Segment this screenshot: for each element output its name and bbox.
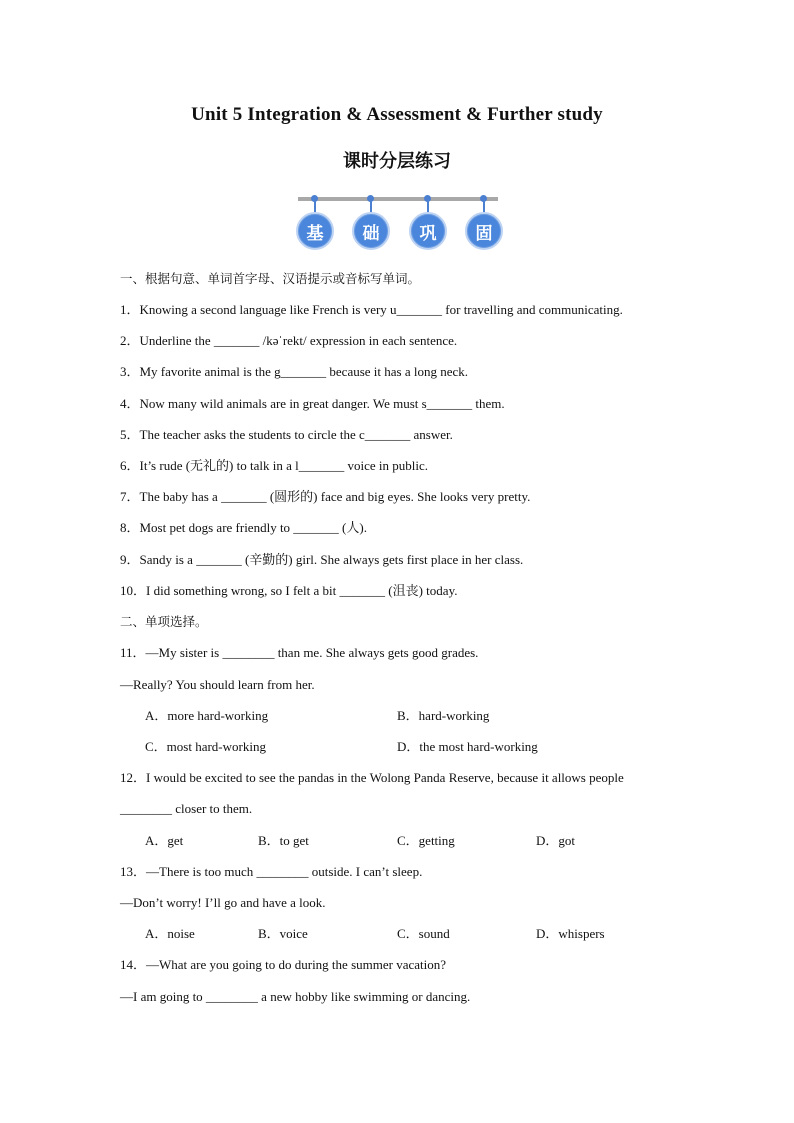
q11-option-b: B．hard-working <box>397 708 490 723</box>
q13-option-c: C．sound <box>397 926 450 941</box>
q12-option-d: D．got <box>536 833 576 848</box>
q11-option-c: C．most hard-working <box>145 739 266 754</box>
badge-chu: 础 <box>352 212 390 250</box>
question-7: 7．The baby has a _______ (圆形的) face and big eyes. She looks very pretty. <box>120 489 531 504</box>
q13-option-a: A．noise <box>145 926 195 941</box>
question-3: 3．My favorite animal is the g_______ because it has a long neck. <box>120 364 469 379</box>
page-subtitle: 课时分层练习 <box>343 151 451 172</box>
badge-ji: 基 <box>296 212 334 250</box>
question-5: 5．The teacher asks the students to circle the c_______ answer. <box>120 427 453 442</box>
question-6: 6．It’s rude (无礼的) to talk in a l_______ voice in public. <box>120 458 428 473</box>
banner-connector <box>314 201 316 212</box>
question-4: 4．Now many wild animals are in great danger. We must s_______ them. <box>120 396 505 411</box>
banner-connector <box>483 201 485 212</box>
question-11: 11．—My sister is ________ than me. She always gets good grades. <box>120 645 479 660</box>
section-banner <box>296 192 502 254</box>
question-8: 8．Most pet dogs are friendly to _______ (人). <box>120 520 367 535</box>
banner-connector <box>427 201 429 212</box>
q13-option-b: B．voice <box>258 926 308 941</box>
question-11-reply: —Really? You should learn from her. <box>120 677 315 692</box>
badge-gong: 巩 <box>409 212 447 250</box>
badge-gu: 固 <box>465 212 503 250</box>
section1-heading: 一、根据句意、单词首字母、汉语提示或音标写单词。 <box>120 271 421 286</box>
banner-connector <box>370 201 372 212</box>
q13-option-d: D．whispers <box>536 926 605 941</box>
question-12: 12．I would be excited to see the pandas in the Wolong Panda Reserve, because it allows people <box>120 770 624 785</box>
q12-option-a: A．get <box>145 833 184 848</box>
question-12-cont: ________ closer to them. <box>120 801 253 816</box>
q12-option-b: B．to get <box>258 833 309 848</box>
question-1: 1．Knowing a second language like French is very u_______ for travelling and communicating. <box>120 302 623 317</box>
section2-heading: 二、单项选择。 <box>120 614 208 629</box>
question-2: 2．Underline the _______ /kəˈrekt/ expression in each sentence. <box>120 333 458 348</box>
q12-option-c: C．getting <box>397 833 455 848</box>
question-9: 9．Sandy is a _______ (辛勤的) girl. She always gets first place in her class. <box>120 552 524 567</box>
question-14: 14．—What are you going to do during the summer vacation? <box>120 957 447 972</box>
question-13-reply: —Don’t worry! I’ll go and have a look. <box>120 895 326 910</box>
question-14-reply: —I am going to ________ a new hobby like swimming or dancing. <box>120 989 471 1004</box>
question-13: 13．—There is too much ________ outside. I can’t sleep. <box>120 864 423 879</box>
banner-bar <box>298 197 498 201</box>
page-title: Unit 5 Integration & Assessment & Further study <box>191 104 603 125</box>
q11-option-d: D．the most hard-working <box>397 739 538 754</box>
question-10: 10．I did something wrong, so I felt a bit _______ (沮丧) today. <box>120 583 458 598</box>
q11-option-a: A．more hard-working <box>145 708 269 723</box>
